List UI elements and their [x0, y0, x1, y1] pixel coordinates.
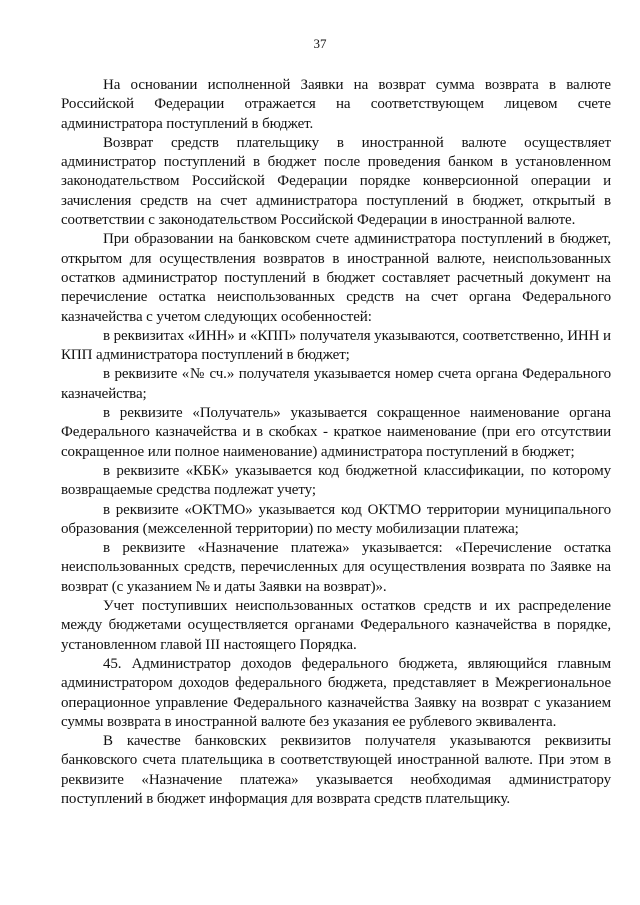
paragraph: в реквизите «Назначение платежа» указывается: «Перечисление остатка неиспользованных средств, перечисленных для осуществления возврата по Заявке на возврат (с указанием № и даты Заявки на возврат)». — [61, 540, 611, 595]
paragraph: в реквизите «№ сч.» получателя указывается номер счета органа Федерального казначейства; — [61, 366, 611, 402]
paragraph: в реквизите «ОКТМО» указывается код ОКТМО территории муниципального образования (межселенной территории) по месту мобилизации платежа; — [61, 501, 611, 537]
paragraph: В качестве банковских реквизитов получателя указываются реквизиты банковского счета плательщика в соответствующей иностранной валюте. При этом в реквизите «Назначение платежа» указывается необходимая администратору поступлений в бюджет информация для возврата средств плательщику. — [61, 733, 611, 807]
paragraph: На основании исполненной Заявки на возврат сумма возврата в валюте Российской Федерации отражается на соответствующем лицевом счете администратора поступлений в бюджет. — [61, 77, 611, 132]
paragraph: в реквизитах «ИНН» и «КПП» получателя указываются, соответственно, ИНН и КПП администратора поступлений в бюджет; — [61, 327, 611, 364]
paragraph: в реквизите «КБК» указывается код бюджетной классификации, по которому возвращаемые средства подлежат учету; — [61, 462, 611, 499]
body-text — [61, 76, 611, 809]
paragraph: Учет поступивших неиспользованных остатков средств и их распределение между бюджетами осуществляется органами Федерального казначейства в порядке, установленном главой III настоящего Порядка. — [61, 598, 611, 653]
paragraph: Возврат средств плательщику в иностранной валюте осуществляет администратор поступлений в бюджет после проведения банком в установленном законодательством Российской Федерации порядке конверсионной операции и зачисления средств на счет администратора поступлений в бюджет, открытый в соответствии с законодательством Российской Федерации в иностранной валюте. — [61, 134, 611, 229]
paragraph: При образовании на банковском счете администратора поступлений в бюджет, открытом для осуществления возвратов в иностранной валюте, неиспользованных остатков администратор поступлений в бюджет составляет расчетный документ на перечисление остатка неиспользованных средств на счет органа Федерального казначейства с учетом следующих особенностей: — [61, 231, 611, 325]
page-number: 37 — [313, 36, 327, 51]
paragraph: 45. Администратор доходов федерального бюджета, являющийся главным администратором доходов федерального бюджета, представляет в Межрегиональное операционное управление Федерального казначейства Заявку на возврат с указанием суммы возврата в иностранной валюте без указания ее рублевого эквивалента. — [61, 655, 611, 730]
paragraph: в реквизите «Получатель» указывается сокращенное наименование органа Федерального казначейства и в скобках - краткое наименование (при его отсутствии сокращенное или полное наименование) администратора поступлений в бюджет; — [61, 405, 611, 460]
